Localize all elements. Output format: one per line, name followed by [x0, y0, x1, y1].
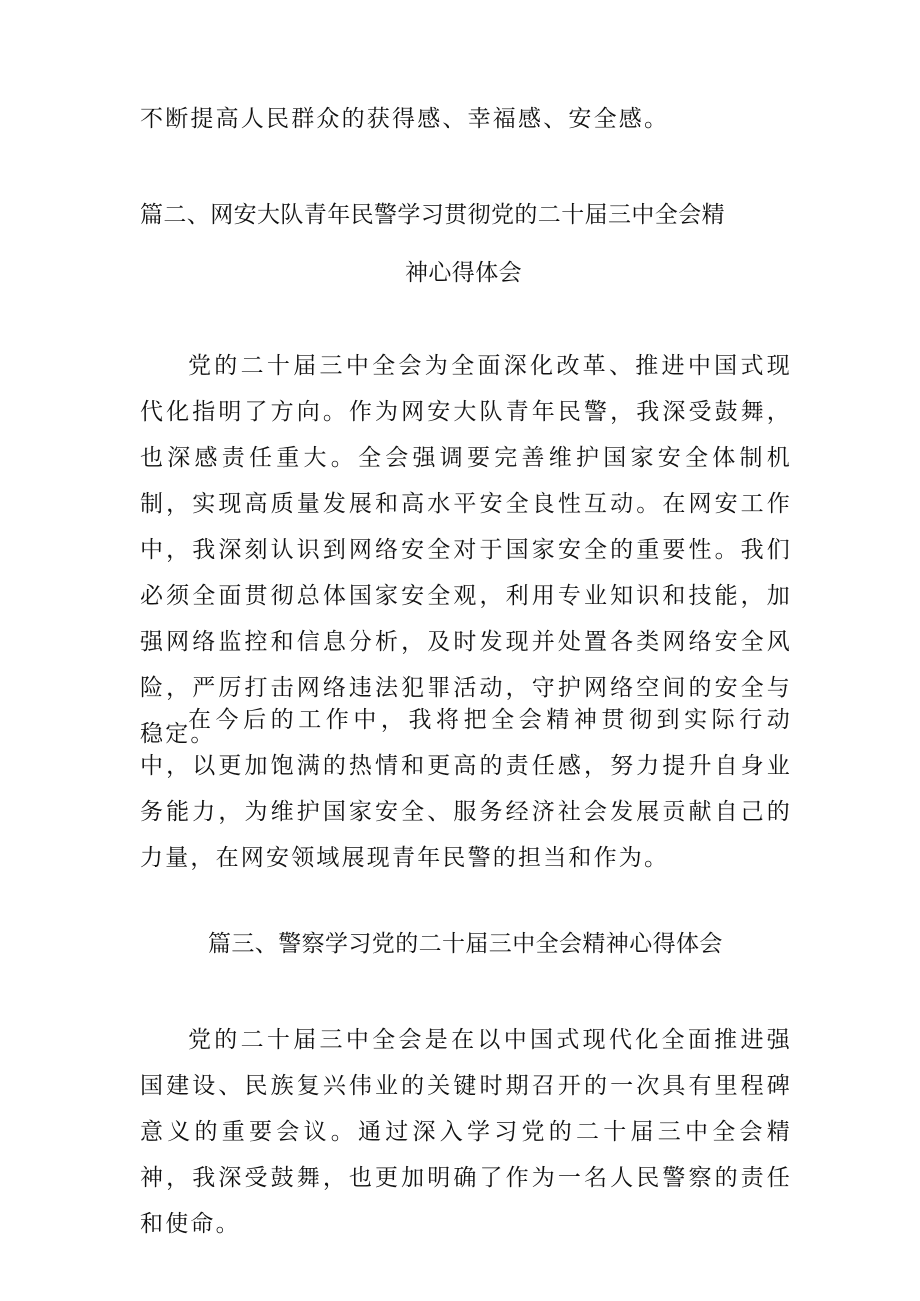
section-3-title: 篇三、警察学习党的二十届三中全会精神心得体会 [208, 931, 723, 957]
section-2-paragraph-1: 党的二十届三中全会为全面深化改革、推进中国式现代化指明了方向。作为网安大队青年民警，我深受鼓舞，也深感责任重大。全会强调要完善维护国家安全体制机制，实现高质量发展和高水平安全良性互动。在网安工作中，我深刻认识到网络安全对于国家安全的重要性。我们必须全面贯彻总体国家安全观，利用专业知识和技能，加强网络监控和信息分析，及时发现并处置各类网络安全风险，严厉打击网络违法犯罪活动，守护网络空间的安全与稳定。 [140, 353, 792, 747]
continued-paragraph-fragment: 不断提高人民群众的获得感、幸福感、安全感。 [140, 106, 670, 132]
section-2-paragraph-2: 在今后的工作中，我将把全会精神贯彻到实际行动中，以更加饱满的热情和更高的责任感，努力提升自身业务能力，为维护国家安全、服务经济社会发展贡献自己的力量，在网安领域展现青年民警的担当和作为。 [140, 707, 792, 871]
section-2-title-line-1: 篇二、网安大队青年民警学习贯彻党的二十届三中全会精 [140, 202, 725, 228]
section-3-paragraph-1: 党的二十届三中全会是在以中国式现代化全面推进强国建设、民族复兴伟业的关键时期召开的一次具有里程碑意义的重要会议。通过深入学习党的二十届三中全会精神，我深受鼓舞，也更加明确了作为一名人民警察的责任和使命。 [140, 1027, 792, 1237]
section-2-title-line-2: 神心得体会 [405, 260, 522, 286]
